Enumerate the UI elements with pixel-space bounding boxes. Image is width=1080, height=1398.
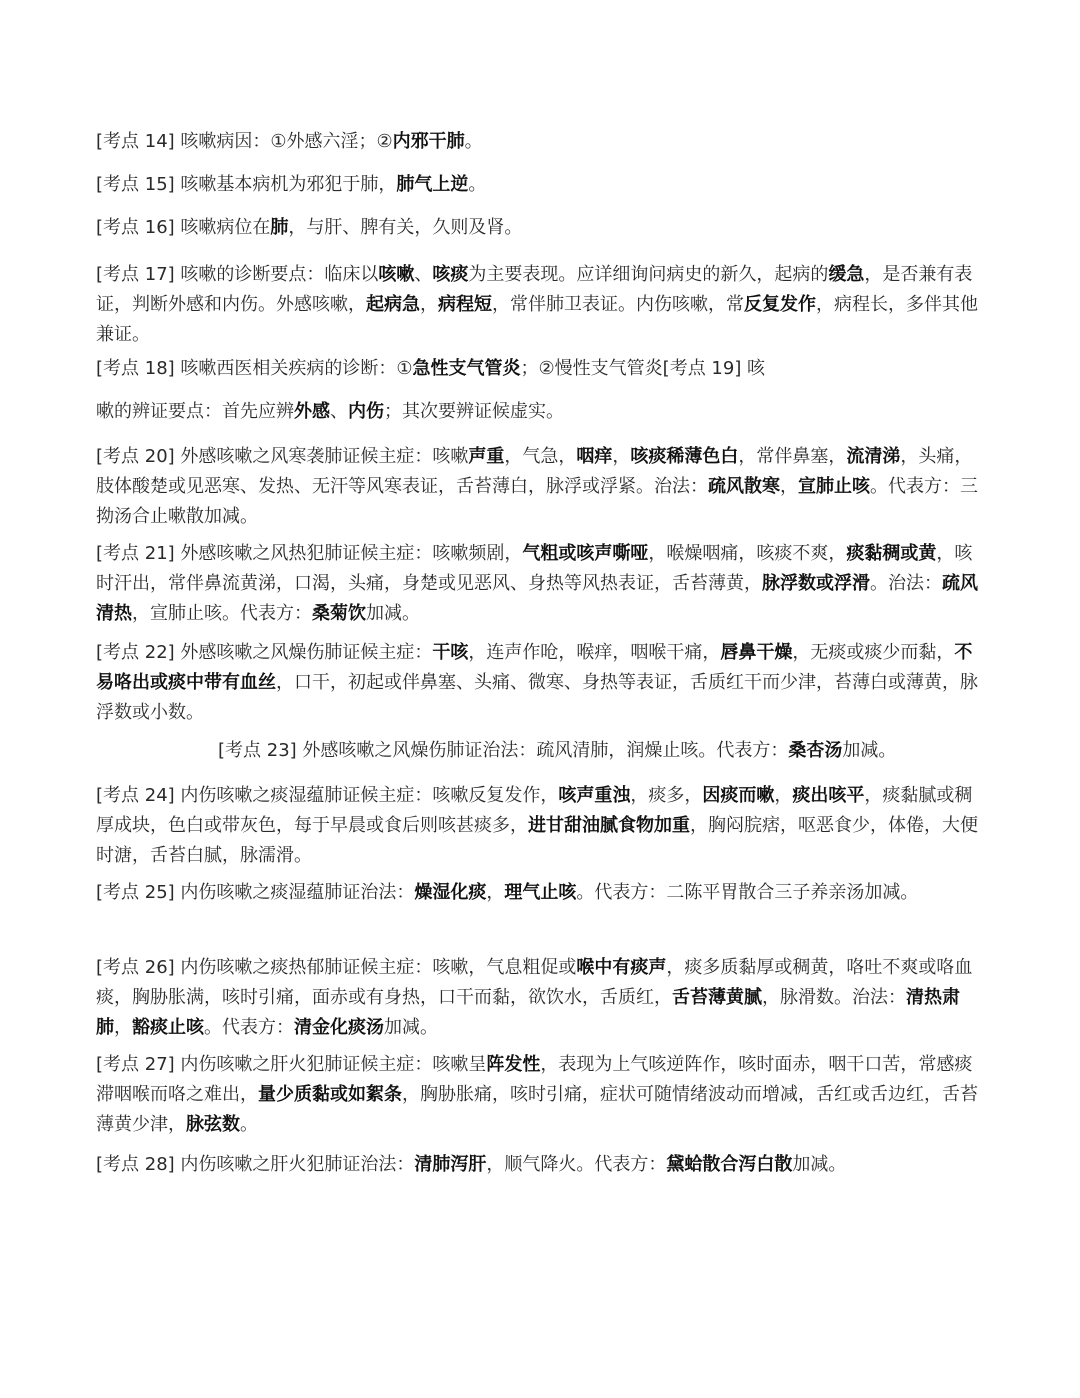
bold-text: 清肺泻肝 xyxy=(414,1154,487,1175)
bold-text: 肺 xyxy=(270,217,289,238)
text-run: [考点 14] 咳嗽病因：①外感六淫；② xyxy=(96,131,393,152)
bold-text: 豁痰止咳 xyxy=(132,1017,204,1038)
bold-text: 唇鼻干燥 xyxy=(720,642,793,663)
bold-text: 声重 xyxy=(468,446,505,467)
text-run: ；其次要辨证候虚实。 xyxy=(384,401,564,422)
bold-text: 不易咯出或痰中带有血丝 xyxy=(96,642,973,693)
text-run: 。 xyxy=(464,131,483,152)
bold-text: 舌苔薄黄腻 xyxy=(672,987,762,1008)
bold-text: 疏风散寒 xyxy=(708,476,780,497)
bold-text: 痰出咳平 xyxy=(792,785,865,806)
text-run: ，痰黏腻或稠厚成块，色白或带灰色，每于早晨或食后则咳甚痰多， xyxy=(96,785,973,836)
text-run: ，胸闷脘痞，呕恶食少，体倦，大便时溏，舌苔白腻，脉濡滑。 xyxy=(96,815,978,866)
text-run: [考点 24] 内伤咳嗽之痰湿蕴肺证候主症：咳嗽反复发作， xyxy=(96,785,559,806)
text-run: ， xyxy=(774,785,793,806)
text-run: [考点 27] 内伤咳嗽之肝火犯肺证候主症：咳嗽呈 xyxy=(96,1054,487,1075)
text-run: ，是否兼有表证，判断外感和内伤。外感咳嗽， xyxy=(96,264,973,315)
bold-text: 肺气上逆 xyxy=(396,174,469,195)
text-run: ，气急， xyxy=(504,446,577,467)
bold-text: 疏风清热 xyxy=(96,573,978,624)
text-run: 。代表方： xyxy=(204,1017,294,1038)
text-run: ，口干，初起或伴鼻塞、头痛、微寒、身热等表证，舌质红干而少津，苔薄白或薄黄，脉浮数或小数。 xyxy=(96,672,978,723)
bold-text: 起病急 xyxy=(366,294,420,315)
text-run: 。代表方：三拗汤合止嗽散加减。 xyxy=(96,476,978,527)
bold-text: 黛蛤散合泻白散 xyxy=(666,1154,793,1175)
text-run: [考点 21] 外感咳嗽之风热犯肺证候主症：咳嗽频剧， xyxy=(96,543,523,564)
text-run: 嗽的辨证要点：首先应辨 xyxy=(96,401,294,422)
text-run: ，与肝、脾有关，久则及肾。 xyxy=(288,217,523,238)
text-run: [考点 22] 外感咳嗽之风燥伤肺证候主症： xyxy=(96,642,433,663)
paragraph-21 xyxy=(96,539,986,629)
paragraph-28 xyxy=(96,1150,986,1180)
paragraph-18 xyxy=(96,354,986,384)
paragraph-14 xyxy=(96,127,986,157)
bold-text: 清热肃肺 xyxy=(96,987,960,1038)
bold-text: 进甘甜油腻食物加重 xyxy=(528,815,690,836)
bold-text: 反复发作 xyxy=(744,294,816,315)
text-run: ；②慢性支气管炎[考点 19] 咳 xyxy=(520,358,766,379)
paragraph-25 xyxy=(96,878,986,908)
bold-text: 痰黏稠或黄 xyxy=(846,543,937,564)
bold-text: 内伤 xyxy=(348,401,384,422)
bold-text: 燥湿化痰 xyxy=(414,882,487,903)
paragraph-26 xyxy=(96,953,986,1043)
text-run: 加减。 xyxy=(792,1154,847,1175)
bold-text: 咳痰稀薄色白 xyxy=(630,446,739,467)
bold-text: 流清涕 xyxy=(846,446,901,467)
bold-text: 喉中有痰声 xyxy=(576,957,667,978)
text-run: [考点 28] 内伤咳嗽之肝火犯肺证治法： xyxy=(96,1154,415,1175)
paragraph-16 xyxy=(96,213,986,243)
text-run: ，痰多， xyxy=(630,785,703,806)
paragraph-23 xyxy=(218,736,998,766)
text-run: ，胸胁胀痛，咳时引痛，症状可随情绪波动而增减，舌红或舌边红，舌苔薄黄少津， xyxy=(96,1084,978,1135)
bold-text: 急性支气管炎 xyxy=(412,358,521,379)
bold-text: 桑杏汤 xyxy=(788,740,843,761)
text-run: ，宣肺止咳。代表方： xyxy=(132,603,312,624)
bold-text: 量少质黏或如絮条 xyxy=(258,1084,402,1105)
text-run: ， xyxy=(420,294,438,315)
text-run: 加减。 xyxy=(366,603,420,624)
paragraph-27 xyxy=(96,1050,986,1140)
paragraph-24 xyxy=(96,781,986,871)
text-run: ， xyxy=(486,882,505,903)
text-run: 。 xyxy=(468,174,487,195)
text-run: 加减。 xyxy=(842,740,897,761)
text-run: 。代表方：二陈平胃散合三子养亲汤加减。 xyxy=(576,882,919,903)
text-run: ，常伴鼻塞， xyxy=(738,446,847,467)
text-run: ，无痰或痰少而黏， xyxy=(792,642,955,663)
bold-text: 咽痒 xyxy=(576,446,613,467)
text-run: ，病程长，多伴其他兼证。 xyxy=(96,294,978,345)
text-run: [考点 17] 咳嗽的诊断要点：临床以 xyxy=(96,264,379,285)
bold-text: 宣肺止咳 xyxy=(798,476,870,497)
bold-text: 理气止咳 xyxy=(504,882,577,903)
text-run: 。 xyxy=(240,1114,258,1135)
text-run: ，痰多质黏厚或稠黄，咯吐不爽或咯血痰，胸胁胀满，咳时引痛，面赤或有身热，口干而黏，欲饮水，舌质红， xyxy=(96,957,973,1008)
text-run: [考点 15] 咳嗽基本病机为邪犯于肺， xyxy=(96,174,397,195)
bold-text: 脉浮数或浮滑 xyxy=(762,573,870,594)
bold-text: 缓急 xyxy=(828,264,865,285)
bold-text: 咳痰 xyxy=(432,264,469,285)
text-run: ， xyxy=(114,1017,132,1038)
bold-text: 咳声重浊 xyxy=(558,785,631,806)
text-run: ， xyxy=(612,446,631,467)
bold-text: 清金化痰汤 xyxy=(294,1017,384,1038)
text-run: ， xyxy=(780,476,798,497)
paragraph-19 xyxy=(96,397,986,427)
text-run: ，连声作呛，喉痒，咽喉干痛， xyxy=(468,642,721,663)
text-run: ，表现为上气咳逆阵作，咳时面赤，咽干口苦，常感痰滞咽喉而咯之难出， xyxy=(96,1054,973,1105)
text-run: ，咳时汗出，常伴鼻流黄涕，口渴，头痛，身楚或见恶风、身热等风热表证，舌苔薄黄， xyxy=(96,543,973,594)
text-run: ，头痛，肢体酸楚或见恶寒、发热、无汗等风寒表证，舌苔薄白，脉浮或浮紧。治法： xyxy=(96,446,973,497)
text-run: [考点 20] 外感咳嗽之风寒袭肺证候主症：咳嗽 xyxy=(96,446,469,467)
bold-text: 外感 xyxy=(294,401,330,422)
bold-text: 气粗或咳声嘶哑 xyxy=(522,543,649,564)
text-run: ，脉滑数。治法： xyxy=(762,987,906,1008)
text-run: [考点 18] 咳嗽西医相关疾病的诊断：① xyxy=(96,358,413,379)
text-run: [考点 16] 咳嗽病位在 xyxy=(96,217,271,238)
bold-text: 病程短 xyxy=(438,294,492,315)
bold-text: 咳嗽 xyxy=(378,264,415,285)
text-run: 、 xyxy=(414,264,433,285)
bold-text: 脉弦数 xyxy=(186,1114,240,1135)
text-run: [考点 25] 内伤咳嗽之痰湿蕴肺证治法： xyxy=(96,882,415,903)
text-run: 、 xyxy=(330,401,348,422)
text-run: 。治法： xyxy=(870,573,942,594)
text-run: ，顺气降火。代表方： xyxy=(486,1154,667,1175)
text-run: [考点 23] 外感咳嗽之风燥伤肺证治法：疏风清肺，润燥止咳。代表方： xyxy=(218,740,789,761)
bold-text: 桑菊饮 xyxy=(312,603,366,624)
paragraph-17 xyxy=(96,260,986,350)
paragraph-22 xyxy=(96,638,986,728)
paragraph-20 xyxy=(96,442,986,532)
text-run: ，常伴肺卫表证。内伤咳嗽，常 xyxy=(492,294,744,315)
text-run: ，喉燥咽痛，咳痰不爽， xyxy=(648,543,847,564)
paragraph-15 xyxy=(96,170,986,200)
bold-text: 阵发性 xyxy=(486,1054,541,1075)
bold-text: 内邪干肺 xyxy=(392,131,465,152)
text-run: [考点 26] 内伤咳嗽之痰热郁肺证候主症：咳嗽，气息粗促或 xyxy=(96,957,577,978)
bold-text: 因痰而嗽 xyxy=(702,785,775,806)
text-run: 为主要表现。应详细询问病史的新久，起病的 xyxy=(468,264,829,285)
text-run: 加减。 xyxy=(384,1017,438,1038)
bold-text: 干咳 xyxy=(432,642,469,663)
